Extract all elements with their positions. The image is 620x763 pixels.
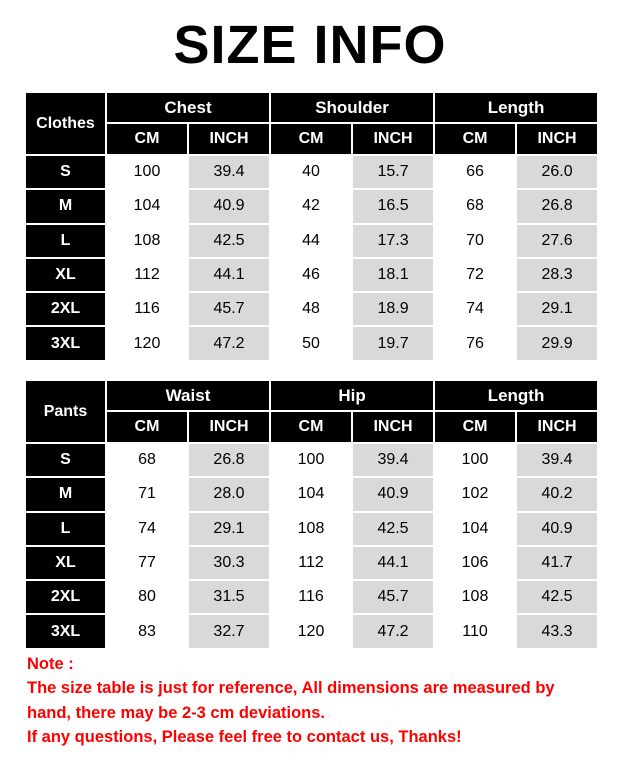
note-label: Note : bbox=[27, 655, 74, 673]
table-cell: 45.7 bbox=[352, 580, 434, 614]
table-row bbox=[25, 258, 598, 292]
table-cell: 112 bbox=[106, 258, 188, 292]
table-cell: 19.7 bbox=[352, 326, 434, 360]
unit-header: CM bbox=[270, 411, 352, 443]
table-cell: 100 bbox=[270, 443, 352, 477]
table-cell: 44.1 bbox=[352, 546, 434, 580]
pants-corner-label: Pants bbox=[25, 380, 106, 443]
table-cell: 76 bbox=[434, 326, 516, 360]
table-cell: 26.8 bbox=[516, 189, 598, 223]
table-row bbox=[25, 224, 598, 258]
table-cell: 39.4 bbox=[516, 443, 598, 477]
table-cell: 74 bbox=[434, 292, 516, 326]
table-cell: 17.3 bbox=[352, 224, 434, 258]
column-group-header: Shoulder bbox=[270, 92, 434, 123]
unit-header: INCH bbox=[352, 123, 434, 155]
table-cell: 66 bbox=[434, 155, 516, 189]
table-cell: 40.9 bbox=[516, 512, 598, 546]
unit-header: CM bbox=[270, 123, 352, 155]
size-label: 3XL bbox=[25, 326, 106, 360]
size-label: L bbox=[25, 512, 106, 546]
table-cell: 104 bbox=[106, 189, 188, 223]
pants-size-table bbox=[24, 379, 599, 650]
table-cell: 40.2 bbox=[516, 477, 598, 511]
table-cell: 26.8 bbox=[188, 443, 270, 477]
note-line: hand, there may be 2-3 cm deviations. bbox=[27, 703, 326, 722]
table-cell: 100 bbox=[434, 443, 516, 477]
column-group-header: Length bbox=[434, 380, 598, 411]
table-cell: 26.0 bbox=[516, 155, 598, 189]
table-cell: 31.5 bbox=[188, 580, 270, 614]
table-cell: 41.7 bbox=[516, 546, 598, 580]
table-row bbox=[25, 443, 598, 477]
size-label: M bbox=[25, 477, 106, 511]
page-title: SIZE INFO bbox=[173, 15, 447, 75]
table-row bbox=[25, 292, 598, 326]
unit-header: CM bbox=[106, 123, 188, 155]
table-cell: 47.2 bbox=[352, 614, 434, 648]
table-cell: 77 bbox=[106, 546, 188, 580]
table-cell: 16.5 bbox=[352, 189, 434, 223]
table-cell: 28.3 bbox=[516, 258, 598, 292]
table-cell: 40 bbox=[270, 155, 352, 189]
table-cell: 72 bbox=[434, 258, 516, 292]
unit-header: CM bbox=[434, 411, 516, 443]
clothes-size-table bbox=[24, 91, 599, 362]
table-cell: 30.3 bbox=[188, 546, 270, 580]
size-label: M bbox=[25, 189, 106, 223]
table-row bbox=[25, 477, 598, 511]
table-cell: 71 bbox=[106, 477, 188, 511]
table-cell: 80 bbox=[106, 580, 188, 614]
table-row bbox=[25, 326, 598, 360]
column-group-header: Length bbox=[434, 92, 598, 123]
size-label: XL bbox=[25, 258, 106, 292]
unit-header: INCH bbox=[352, 411, 434, 443]
clothes-corner-label: Clothes bbox=[25, 92, 106, 155]
unit-header: INCH bbox=[188, 123, 270, 155]
table-cell: 47.2 bbox=[188, 326, 270, 360]
table-cell: 102 bbox=[434, 477, 516, 511]
table-cell: 29.9 bbox=[516, 326, 598, 360]
table-cell: 116 bbox=[270, 580, 352, 614]
table-cell: 112 bbox=[270, 546, 352, 580]
table-cell: 27.6 bbox=[516, 224, 598, 258]
table-cell: 39.4 bbox=[188, 155, 270, 189]
table-cell: 110 bbox=[434, 614, 516, 648]
column-group-header: Chest bbox=[106, 92, 270, 123]
size-label: XL bbox=[25, 546, 106, 580]
table-cell: 116 bbox=[106, 292, 188, 326]
table-cell: 108 bbox=[434, 580, 516, 614]
table-cell: 15.7 bbox=[352, 155, 434, 189]
table-cell: 44 bbox=[270, 224, 352, 258]
table-row bbox=[25, 189, 598, 223]
unit-header: CM bbox=[434, 123, 516, 155]
table-cell: 48 bbox=[270, 292, 352, 326]
table-cell: 45.7 bbox=[188, 292, 270, 326]
column-group-header: Hip bbox=[270, 380, 434, 411]
table-cell: 100 bbox=[106, 155, 188, 189]
note-line: The size table is just for reference, All dimensions are measured by bbox=[27, 679, 555, 698]
table-row bbox=[25, 546, 598, 580]
note-line: If any questions, Please feel free to contact us, Thanks! bbox=[27, 727, 462, 746]
table-cell: 28.0 bbox=[188, 477, 270, 511]
size-label: S bbox=[25, 155, 106, 189]
unit-header: INCH bbox=[516, 411, 598, 443]
table-cell: 83 bbox=[106, 614, 188, 648]
table-cell: 44.1 bbox=[188, 258, 270, 292]
table-cell: 104 bbox=[270, 477, 352, 511]
table-cell: 106 bbox=[434, 546, 516, 580]
table-cell: 42.5 bbox=[188, 224, 270, 258]
table-cell: 40.9 bbox=[188, 189, 270, 223]
table-cell: 108 bbox=[106, 224, 188, 258]
table-cell: 68 bbox=[434, 189, 516, 223]
table-cell: 29.1 bbox=[188, 512, 270, 546]
table-cell: 120 bbox=[270, 614, 352, 648]
size-label: 3XL bbox=[25, 614, 106, 648]
table-cell: 108 bbox=[270, 512, 352, 546]
table-cell: 29.1 bbox=[516, 292, 598, 326]
table-cell: 50 bbox=[270, 326, 352, 360]
table-cell: 104 bbox=[434, 512, 516, 546]
column-group-header: Waist bbox=[106, 380, 270, 411]
unit-header: CM bbox=[106, 411, 188, 443]
table-cell: 32.7 bbox=[188, 614, 270, 648]
unit-header: INCH bbox=[188, 411, 270, 443]
table-cell: 18.9 bbox=[352, 292, 434, 326]
table-cell: 40.9 bbox=[352, 477, 434, 511]
table-row bbox=[25, 580, 598, 614]
unit-header: INCH bbox=[516, 123, 598, 155]
table-row bbox=[25, 512, 598, 546]
table-cell: 42.5 bbox=[352, 512, 434, 546]
table-cell: 42 bbox=[270, 189, 352, 223]
size-label: 2XL bbox=[25, 292, 106, 326]
table-row bbox=[25, 155, 598, 189]
table-cell: 18.1 bbox=[352, 258, 434, 292]
size-label: L bbox=[25, 224, 106, 258]
table-cell: 74 bbox=[106, 512, 188, 546]
table-row bbox=[25, 614, 598, 648]
table-cell: 70 bbox=[434, 224, 516, 258]
size-note bbox=[27, 652, 607, 749]
size-label: S bbox=[25, 443, 106, 477]
table-cell: 46 bbox=[270, 258, 352, 292]
table-cell: 43.3 bbox=[516, 614, 598, 648]
table-cell: 120 bbox=[106, 326, 188, 360]
table-cell: 68 bbox=[106, 443, 188, 477]
table-cell: 39.4 bbox=[352, 443, 434, 477]
table-cell: 42.5 bbox=[516, 580, 598, 614]
size-label: 2XL bbox=[25, 580, 106, 614]
